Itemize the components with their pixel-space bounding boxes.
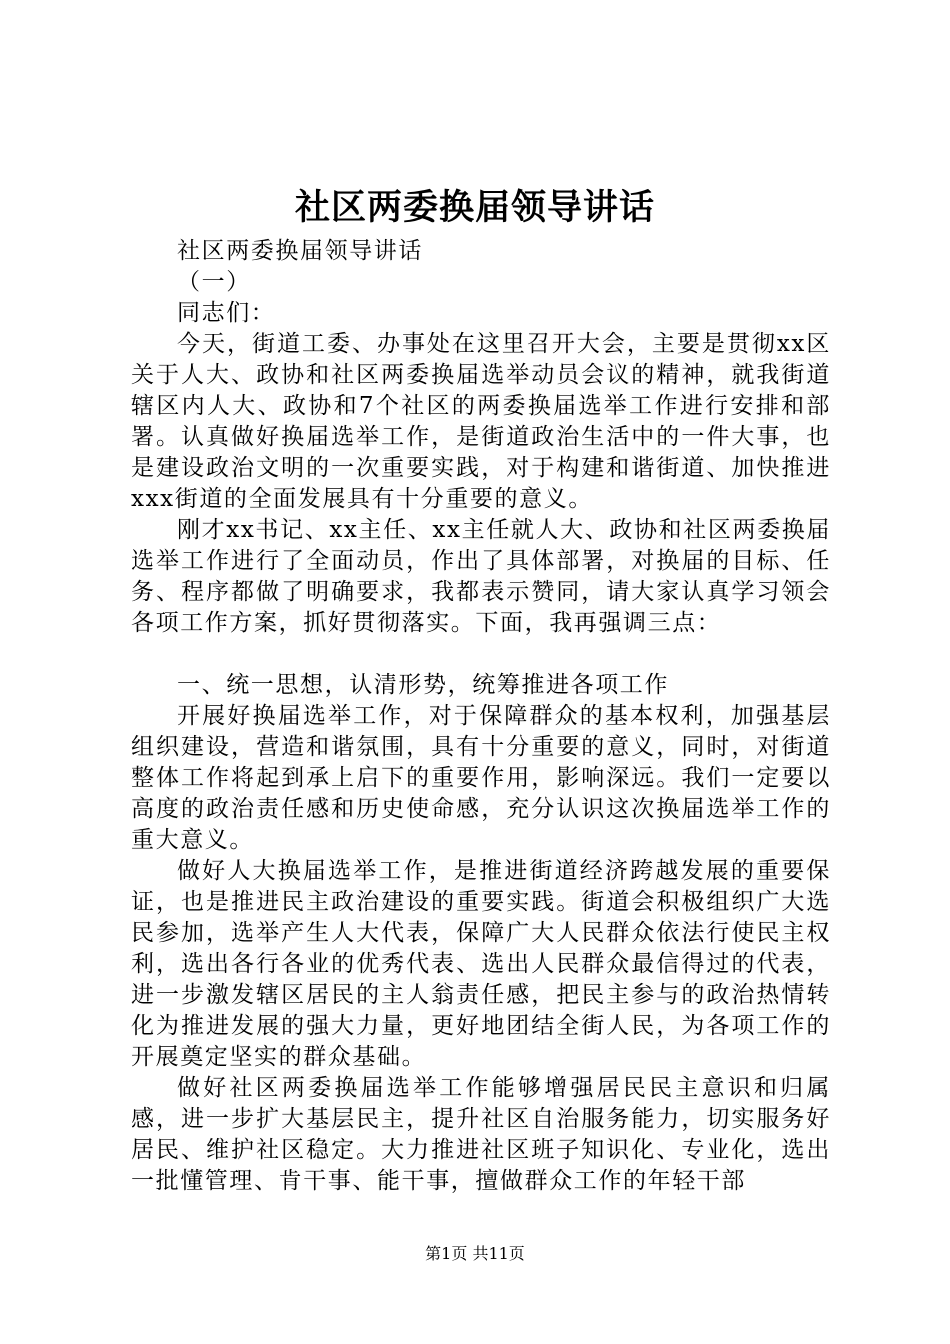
section-heading: 一、统一思想，认清形势，统筹推进各项工作 (177, 672, 669, 698)
body-paragraph: 刚才xx书记、xx主任、xx主任就人大、政协和社区两委换届选举工作进行了全面动员，作出了具体部署，对换届的目标、任务、程序都做了明确要求，我都表示赞同，请大家认真学习领会各项工作方案，抓好贯彻落实。下面，我再强调三点： (131, 517, 831, 636)
salutation-paragraph: 同志们： (177, 300, 276, 326)
paragraph-spacer (131, 639, 831, 670)
body-paragraph: 今天，街道工委、办事处在这里召开大会，主要是贯彻xx区关于人大、政协和社区两委换届选举动员会议的精神，就我街道辖区内人大、政协和7个社区的两委换届选举工作进行安排和部署。认真做好换届选举工作，是街道政治生活中的一件大事，也是建设政治文明的一次重要实践，对于构建和谐街道、加快推进xxx街道的全面发展具有十分重要的意义。 (131, 331, 831, 512)
page-footer: 第1页 共11页 (425, 1244, 525, 1263)
subtitle-paragraph: 社区两委换届领导讲话 (177, 238, 423, 264)
body-paragraph: 做好社区两委换届选举工作能够增强居民民主意识和归属感，进一步扩大基层民主，提升社区自治服务能力，切实服务好居民、维护社区稳定。大力推进社区班子知识化、专业化，选出一批懂管理、肯干事、能干事，擅做群众工作的年轻干部 (131, 1075, 831, 1194)
body-paragraph: 开展好换届选举工作，对于保障群众的基本权利，加强基层组织建设，营造和谐氛围，具有十分重要的意义，同时，对街道整体工作将起到承上启下的重要作用，影响深远。我们一定要以高度的政治责任感和历史使命感，充分认识这次换届选举工作的重大意义。 (131, 703, 831, 853)
body-paragraph: 做好人大换届选举工作，是推进街道经济跨越发展的重要保证，也是推进民主政治建设的重要实践。街道会积极组织广大选民参加，选举产生人大代表，保障广大人民群众依法行使民主权利，选出各行各业的优秀代表、选出人民群众最信得过的代表，进一步激发辖区居民的主人翁责任感，把民主参与的政治热情转化为推进发展的强大力量，更好地团结全街人民，为各项工作的开展奠定坚实的群众基础。 (131, 858, 831, 1070)
document-title: 社区两委换届领导讲话 (294, 187, 655, 228)
document-body (131, 236, 831, 1197)
section-number-paragraph: （一） (177, 269, 251, 295)
